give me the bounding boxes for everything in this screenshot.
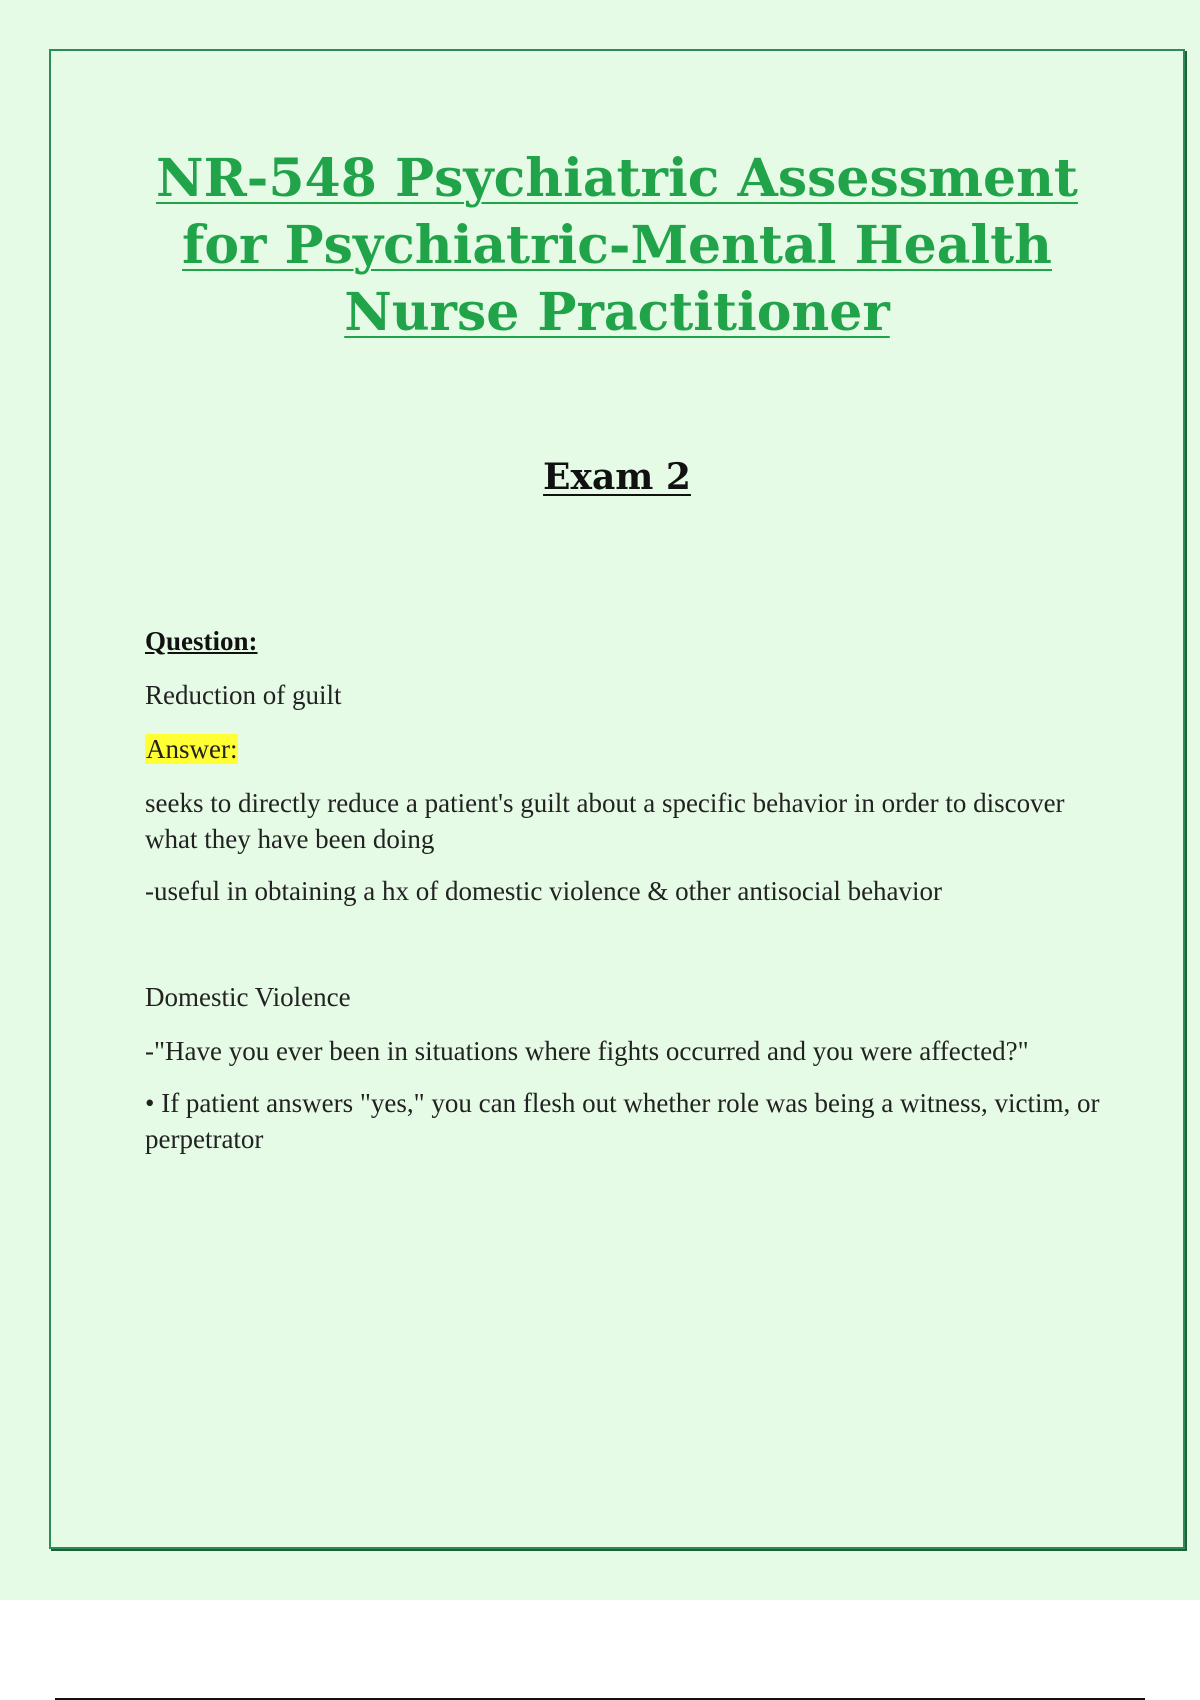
answer-paragraph-2: -useful in obtaining a hx of domestic violence & other antisocial behavior — [145, 876, 943, 906]
title-line-1: NR-548 Psychiatric Assessment — [156, 148, 1078, 209]
answer-label: Answer: — [146, 734, 238, 764]
document-title — [100, 145, 1134, 346]
title-line-2: for Psychiatric-Mental Health — [182, 215, 1052, 276]
question-text: Reduction of guilt — [145, 680, 342, 710]
document-body — [145, 623, 1105, 1157]
section-paragraph-1: -"Have you ever been in situations where fights occurred and you were affected?" — [145, 1036, 1029, 1066]
answer-paragraph-1: seeks to directly reduce a patient's guilt about a specific behavior in order to discover what they have been doing — [145, 788, 1065, 854]
exam-subtitle — [100, 452, 1134, 502]
question-label: Question: — [145, 626, 258, 656]
section-paragraph-2: • If patient answers "yes," you can flesh out whether role was being a witness, victim, or perpetrator — [145, 1088, 1100, 1154]
title-line-3: Nurse Practitioner — [344, 282, 890, 343]
answer-label-line — [145, 731, 1105, 767]
exam-subtitle-text: Exam 2 — [543, 456, 691, 498]
section-heading: Domestic Violence — [145, 982, 351, 1012]
